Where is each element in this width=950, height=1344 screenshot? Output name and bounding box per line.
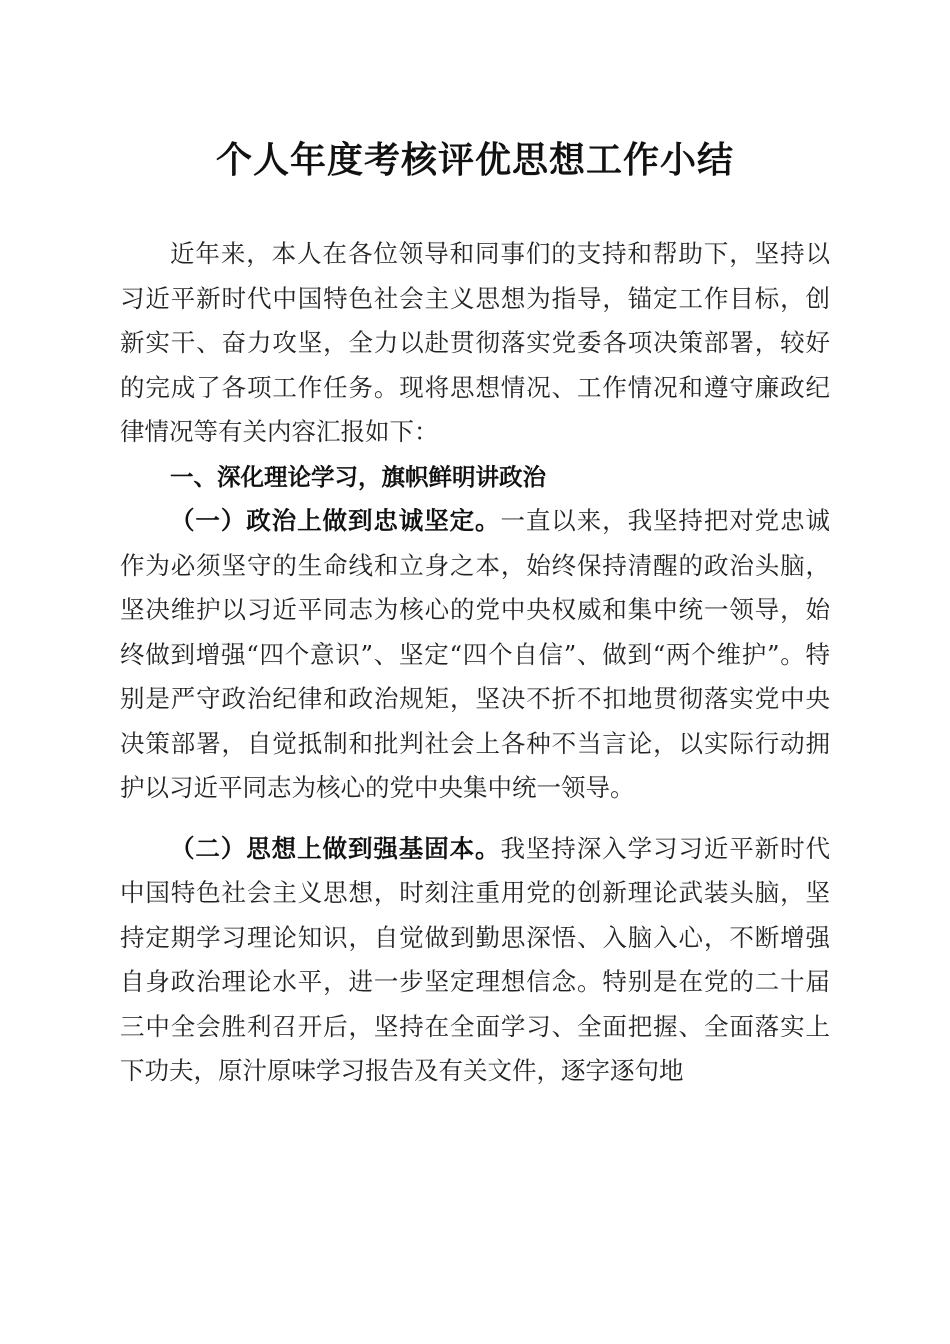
- paragraph-text: 我坚持深入学习习近平新时代中国特色社会主义思想，时刻注重用党的创新理论武装头脑，坚持定期学习理论知识，自觉做到勤思深悟、入脑入心，不断增强自身政治理论水平，进一步坚定理想信念。特别是在党的二十届三中全会胜利召开后，坚持在全面学习、全面把握、全面落实上下功夫，原汁原味学习报告及有关文件，逐字逐句地: [120, 833, 831, 1085]
- paragraph-text: 一直以来，我坚持把对党忠诚作为必须坚守的生命线和立身之本，始终保持清醒的政治头脑，坚决维护以习近平同志为核心的党中央权威和集中统一领导，始终做到增强“四个意识”、坚定“四个自信”、做到“两个维护”。特别是严守政治纪律和政治规矩，坚决不折不扣地贯彻落实党中央决策部署，自觉抵制和批判社会上各种不当言论，以实际行动拥护以习近平同志为核心的党中央集中统一领导。: [120, 506, 831, 802]
- paragraph-lead: （二）思想上做到强基固本。: [170, 833, 501, 863]
- section-paragraph-1: [120, 499, 830, 811]
- document-title: 个人年度考核评优思想工作小结: [215, 139, 734, 181]
- section-heading: 一、深化理论学习，旗帜鲜明讲政治: [170, 462, 546, 491]
- document-body: [120, 232, 830, 1094]
- intro-paragraph: 近年来，本人在各位领导和同事们的支持和帮助下，坚持以习近平新时代中国特色社会主义思想为指导，锚定工作目标，创新实干、奋力攻坚，全力以赴贯彻落实党委各项决策部署，较好的完成了各项工作任务。现将思想情况、工作情况和遵守廉政纪律情况等有关内容汇报如下：: [120, 239, 830, 446]
- paragraph-lead: （一）政治上做到忠诚坚定。: [170, 506, 501, 535]
- section-paragraph-2: [120, 827, 830, 1094]
- paragraph-spacer: [120, 811, 830, 827]
